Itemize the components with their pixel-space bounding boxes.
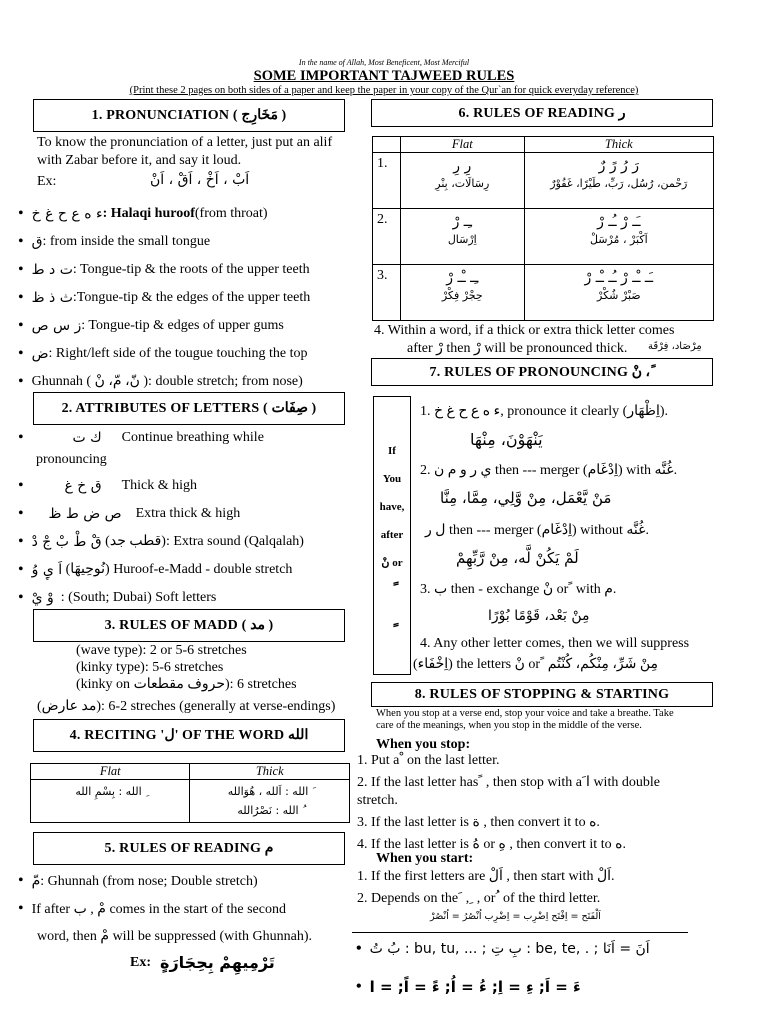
ra-row-number: 1. [373, 153, 401, 209]
list-item: • ك ت Continue breathing while [18, 429, 264, 446]
madd-wave: (wave type): 2 or 5-6 stretches [76, 643, 247, 658]
s8-start-heading: When you start: [376, 851, 474, 866]
section-2-title: 2. ATTRIBUTES OF LETTERS ( صِفَات ) [61, 401, 317, 416]
s7-rule-3-ex: مِنْ بَعْد، قَوْمًا بُوْرًا [488, 608, 590, 624]
section-1-title: 1. PRONUNCIATION ( مَخَارِج ) [91, 108, 287, 123]
s8-stop-list [357, 752, 660, 854]
lam-thick-header: Thick [190, 764, 350, 780]
list-item: • ث ذ ظ :Tongue-tip & the edges of the upper teeth [18, 289, 311, 306]
s7-rule-1: 1. ء ه ع ح غ خ, pronounce it clearly (اِظْهَار). [420, 404, 669, 419]
s8-intro-2: care of the meanings, when you stop in the middle of the verse. [376, 720, 642, 731]
s8-intro-1: When you stop at a verse end, stop your voice and take a breathe. Take [376, 708, 674, 719]
section-4-title: 4. RECITING 'ل' OF THE WORD الله [69, 728, 309, 743]
list-item: • ز س ص : Tongue-tip & edges of upper gums [18, 317, 284, 334]
s1-ex-label: Ex: [37, 174, 57, 189]
list-item: 2. If the last letter has ً , then stop with a َا with double [357, 775, 660, 790]
ra-row-number: 3. [373, 265, 401, 321]
section-1-heading-box [33, 99, 345, 132]
list-item: • قْ طْ بْ جْ دْ (قطب جد): Extra sound (Qalqalah) [18, 533, 304, 550]
list-item: stretch. [357, 793, 398, 808]
s8-start-list [357, 868, 615, 908]
s7-rule-2: 2. ي ر و م ن then --- merger (اِدْغَام) with غُنَّه. [420, 463, 678, 478]
list-item: 3. If the last letter is ة , then convert it to ه. [357, 815, 600, 830]
section-6-title: 6. RULES OF READING ر [458, 105, 626, 121]
ra-flat-cell: ـِـ ـْـ رْ حِجْرْ فِكْرْ [400, 265, 524, 321]
s5-ex-arabic: تَرْمِيهِمْ بِحِجَارَةٍ [160, 953, 275, 972]
list-item: pronouncing [36, 452, 107, 467]
list-item: 1. If the first letters are اَلْ , then start with اَلْ. [357, 869, 615, 884]
s7-rule-2b-ex: لَمْ يَكُنْ لَّه، مِنْ رَّبِّهِمْ [456, 549, 579, 567]
ra-table [372, 136, 714, 321]
section-5-title: 5. RULES OF READING م [104, 841, 274, 856]
list-item: • ق : from inside the small tongue [18, 233, 211, 250]
list-item: • وْ يْ : (South; Dubai) Soft letters [18, 589, 217, 606]
s5-line-2: • If after مْ , ب comes in the start of the second [18, 900, 286, 917]
s5-line-3: word, then مْ will be suppressed (with Ghunnah). [37, 929, 313, 944]
lam-table [30, 763, 350, 823]
section-8-heading-box [371, 682, 713, 707]
section-2-heading-box [33, 392, 345, 425]
bottom-line-2: • ءَ = اَ; ءِ = اِ; ءُ = اُ; ءً = اً; = ا [356, 978, 581, 996]
lam-thick-cell: َ الله : اَلله ، هُوَالله ُ الله : نَصْرُالله [190, 780, 350, 823]
s5-line-1: • مّ: Ghunnah (from nose; Double stretch) [18, 872, 258, 889]
ra-note-1: 4. Within a word, if a thick or extra thick letter comes [374, 323, 675, 338]
s2-list [18, 428, 358, 612]
lam-flat-header: Flat [31, 764, 190, 780]
madd-arid: (مد عارض): 2-6 streches (generally at verse-endings) [37, 699, 336, 714]
section-3-heading-box [33, 609, 345, 642]
section-7-heading-box [371, 358, 713, 386]
list-item: 4. If the last letter is هُ or هِ , then convert it to ه. [357, 837, 626, 852]
s7-side-box [373, 396, 411, 675]
s1-intro-2: with Zabar before it, and say it loud. [37, 153, 242, 168]
list-item: • Ghunnah ( نّ، مّ، نْ ): double stretch; from nose) [18, 373, 303, 390]
s7-rule-2b: ل ر then --- merger (اِدْغَام) without غُنَّه. [425, 523, 649, 538]
lam-flat-cell: ِ الله : بِسْمِ الله [31, 780, 190, 823]
list-item: 1. Put a ْ on the last letter. [357, 753, 500, 768]
list-item: • ء ه ع ح غ خ : Halaqi huroof (from throat) [18, 205, 268, 222]
ra-thick-cell: ـَـ رْ ـُـ رْ اَكْبَرْ ، مُرْسَلْ [524, 209, 713, 265]
list-item: • ق خ غ Thick & high [18, 477, 198, 494]
ra-flat-cell: ـِـ رْ اِرْسَال [400, 209, 524, 265]
invocation: In the name of Allah, Most Beneficent, Most Merciful [298, 58, 470, 67]
ra-note-2: after رْ then رْ will be pronounced thick. [407, 341, 628, 356]
s1-list [18, 200, 358, 396]
list-item: • اَ ىِٕ وُ (نُوحِيهَا) Huroof-e-Madd - double stretch [18, 561, 293, 578]
s7-rule-1-ex: يَنْهَوْنَ، مِنْهَا [470, 430, 543, 449]
section-4-heading-box [33, 719, 345, 752]
ra-blank-header [373, 137, 401, 153]
ra-flat-cell: رِ رِ رِسَالَات، بِنْرِ [400, 153, 524, 209]
section-7-title: 7. RULES OF PRONOUNCING نْ ، ً [429, 364, 655, 380]
ra-note-arabic: مِرْصَاد، فِرْقَة [648, 341, 702, 352]
list-item: • ص ض ط ظ Extra thick & high [18, 505, 241, 522]
s5-ex-label: Ex: [130, 955, 151, 970]
section-6-heading-box [371, 99, 713, 127]
ra-thick-cell: رَ رُ رً رٌ رَحْمن، رُسُل، رَبِّ، طَيْرًا، غَفُوْرٌ [524, 153, 713, 209]
section-8-title: 8. RULES OF STOPPING & STARTING [414, 686, 670, 702]
bottom-line-1: • بُ تُ : bu, tu, ... ; بِ تِ : be, te, . ; اَنَ = اَنَا [356, 940, 650, 957]
s7-side-text: If You have, after نْ or [379, 445, 405, 569]
s8-stop-heading: When you stop: [376, 737, 471, 752]
section-3-title: 3. RULES OF MADD ( مد ) [104, 618, 274, 633]
page-title: SOME IMPORTANT TAJWEED RULES [253, 68, 515, 84]
s1-intro-1: To know the pronunciation of a letter, just put an alif [37, 135, 333, 150]
list-item: • ت د ط : Tongue-tip & the roots of the upper teeth [18, 261, 310, 278]
ra-row-number: 2. [373, 209, 401, 265]
list-item: • ض : Right/left side of the tougue touching the top [18, 345, 308, 362]
s7-rule-3: 3. ب then - exchange نْ or ً with م. [420, 582, 617, 597]
s1-ex-arabic: اَبْ ، اَخْ ، اَقْ ، اَنْ [150, 172, 250, 188]
ra-thick-header: Thick [524, 137, 713, 153]
bottom-divider [352, 932, 688, 933]
s8-start-example: اَلْفَتَح = اِفْتَح اِضْرِب = اِضْرِب اُنْصُرُ = اُنْصُرْ [430, 911, 601, 922]
s7-rule-4b: (اِخْفَاء) the letters نْ or ً مِنْ شَرِّ، مِنْكُم، كُنْتُم [413, 657, 659, 672]
madd-kinky-muqattaat: (kinky on حروف مقطعات): 6 stretches [76, 677, 297, 692]
ra-thick-cell: ـَـ ـْـ رْ ـُـ ـْـ رْ صَبْرْ شُكْرْ [524, 265, 713, 321]
s7-rule-4: 4. Any other letter comes, then we will suppress [420, 636, 690, 651]
section-5-heading-box [33, 832, 345, 865]
page-subtitle: (Print these 2 pages on both sides of a paper and keep the paper in your copy of the Qur`an for quick everyday reference) [129, 85, 639, 96]
madd-kinky: (kinky type): 5-6 stretches [76, 660, 224, 675]
ra-flat-header: Flat [400, 137, 524, 153]
s7-rule-2-ex: مَنْ يَّعْمَل، مِنْ وَّلِي، مِمَّا، مِنَّا [440, 489, 612, 507]
list-item: 2. Depends on the َ , ِ , or ُ of the third letter. [357, 891, 601, 906]
